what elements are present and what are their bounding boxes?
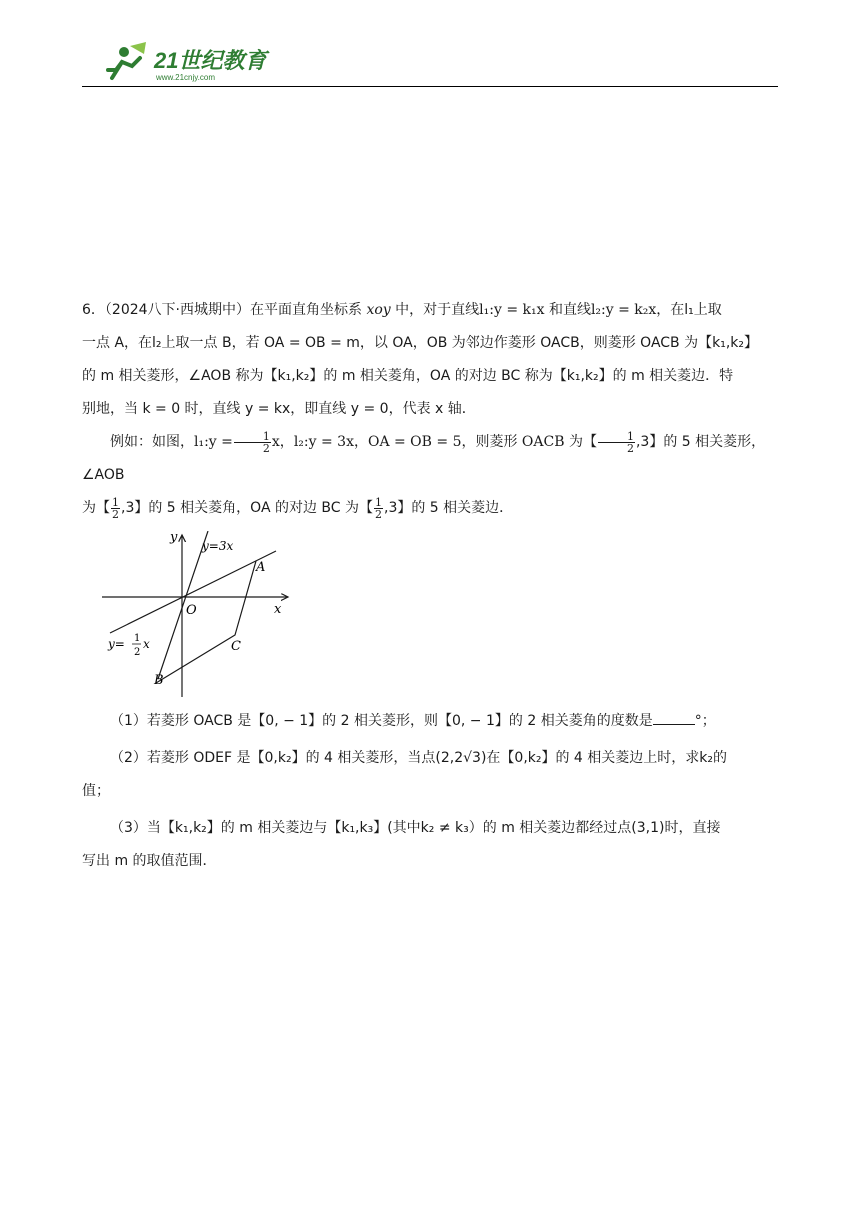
runner-icon — [108, 42, 146, 78]
fraction-half-4: $\frac{1}{2}$ — [375, 495, 382, 521]
coord-system: xoy — [366, 302, 391, 318]
question-1-text: （1）若菱形 OACB 是【0, − 1】的 2 相关菱形，则【0, − 1】的 2 相关菱角的度数是 — [110, 713, 653, 729]
question-2-cont: 值； — [82, 783, 110, 799]
example-line-2 — [82, 492, 780, 525]
line-l2-def: l₂:y = k₂x — [590, 302, 657, 318]
x-axis-label: x — [274, 602, 282, 617]
line-l2-label: y=3x — [202, 539, 234, 553]
example-label: 例如：如图， — [110, 434, 194, 450]
fraction-half-2: $\frac{1}{2}$ — [598, 431, 635, 454]
question-1 — [82, 705, 780, 738]
answer-blank[interactable] — [653, 710, 695, 725]
question-3: （3）当【k₁,k₂】的 m 相关菱边与【k₁,k₃】(其中k₂ ≠ k₃）的 m 相关菱边都经过点(3,1)时，直接 — [110, 820, 721, 836]
line-l1-label-num: 1 — [134, 633, 141, 644]
fraction-half-3: $\frac{1}{2}$ — [112, 495, 119, 521]
logo-url: www.21cnjy.com — [156, 73, 215, 82]
problem-line-4: 别地，当 k = 0 时，直线 y = kx，即直线 y = 0，代表 x 轴． — [82, 401, 476, 417]
example-2a: 为【 — [82, 500, 110, 516]
example-x: x， — [271, 434, 294, 450]
logo — [102, 40, 302, 84]
line-l1-label-pre: y= — [108, 637, 125, 651]
point-a-label: A — [256, 560, 266, 575]
question-3-cont: 写出 m 的取值范围． — [82, 853, 217, 869]
example-2b: ,3】的 5 相关菱角，OA 的对边 BC 为【 — [121, 500, 373, 516]
question-2: （2）若菱形 ODEF 是【0,k₂】的 4 相关菱形，当点(2,2√3)在【0,k₂】的 4 相关菱边上时，求k₂的 — [110, 750, 728, 766]
y-axis-label: y — [170, 531, 178, 545]
fraction-half: $\frac{1}{2}$ — [234, 431, 271, 454]
origin-label: O — [186, 603, 197, 618]
point-c-label: C — [231, 639, 241, 654]
problem-line-1 — [82, 294, 780, 327]
problem-line-3: 的 m 相关菱形，∠AOB 称为【k₁,k₂】的 m 相关菱角，OA 的对边 BC 称为【k₁,k₂】的 m 相关菱边．特 — [82, 368, 734, 384]
rhombus-figure — [98, 531, 298, 701]
problem-content — [82, 294, 780, 878]
question-1-end: °； — [694, 713, 716, 729]
example-2c: ,3】的 5 相关菱边． — [384, 500, 514, 516]
line-l1-label-den: 2 — [134, 647, 141, 658]
example-tail: ,3】的 5 相关菱形，∠AOB — [82, 434, 766, 483]
rhombus-side — [156, 561, 256, 683]
line-l1 — [110, 551, 276, 633]
line-l1-label-post: x — [143, 637, 150, 651]
problem-source: （2024八下·西城期中） — [104, 302, 251, 318]
point-b-label: B — [154, 673, 164, 688]
example-l1: l₁:y = — [194, 434, 233, 450]
example-line-1 — [82, 426, 780, 492]
intro-text: 在平面直角坐标系 — [250, 302, 363, 318]
and-text: 和直线 — [548, 302, 591, 318]
page-header — [82, 38, 778, 87]
problem-line-2: 一点 A，在l₂上取一点 B，若 OA = OB = m，以 OA，OB 为邻边作菱形 OACB，则菱形 OACB 为【k₁,k₂】 — [82, 335, 758, 351]
logo-text: 21世纪教育 — [154, 48, 267, 73]
line-l1-def: l₁:y = k₁x — [479, 302, 545, 318]
intro-text-2: 中，对于直线 — [395, 302, 480, 318]
example-l2: l₂:y = 3x，OA = OB = 5，则菱形 OACB 为【 — [293, 434, 597, 450]
figure-svg — [98, 531, 298, 701]
on-l1-text: ，在l₁上取 — [656, 302, 722, 318]
problem-number: 6． — [82, 302, 105, 318]
